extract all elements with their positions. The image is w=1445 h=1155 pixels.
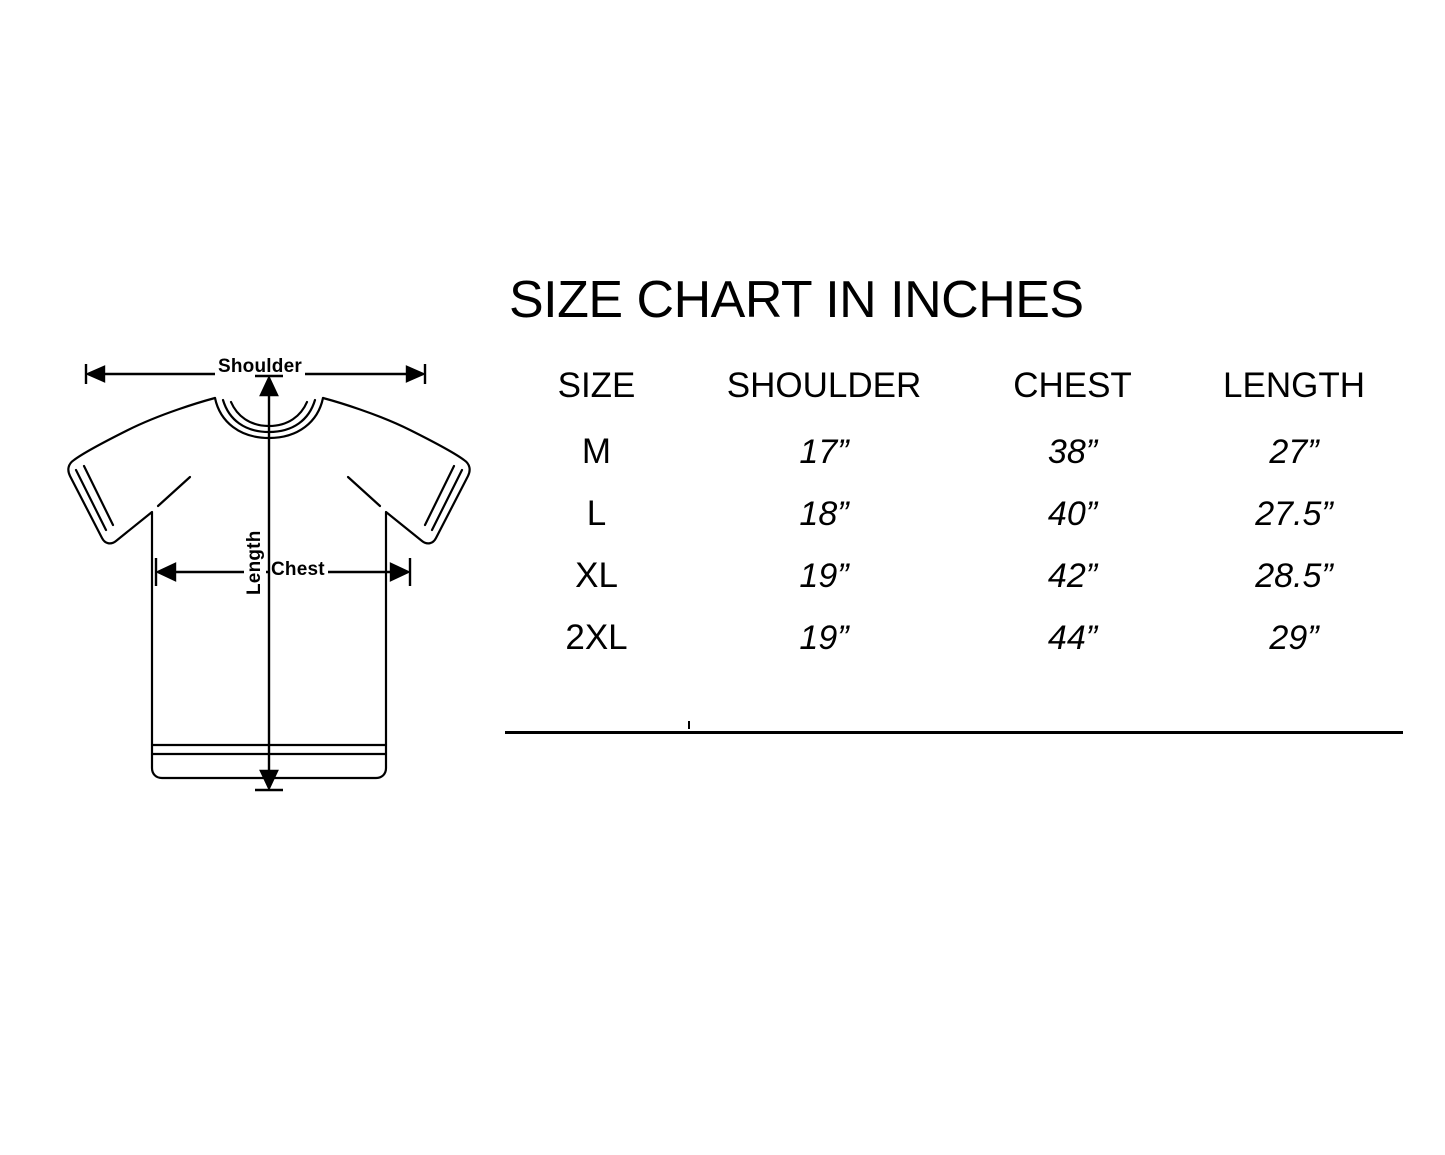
table-row bbox=[505, 545, 1403, 607]
cell-size: M bbox=[581, 432, 612, 472]
cell-shoulder: 18” bbox=[799, 494, 849, 533]
cell-size: 2XL bbox=[565, 618, 628, 658]
cell-shoulder: 17” bbox=[799, 432, 849, 471]
cell-chest: 42” bbox=[1047, 556, 1098, 595]
cell-chest: 40” bbox=[1047, 494, 1098, 533]
cell-chest: 38” bbox=[1047, 432, 1098, 471]
table-row bbox=[505, 421, 1403, 483]
cell-chest: 44” bbox=[1047, 618, 1098, 657]
size-chart-table bbox=[505, 351, 1403, 669]
column-header-chest: CHEST bbox=[1013, 366, 1132, 406]
length-label: Length bbox=[244, 527, 266, 598]
cell-length: 29” bbox=[1269, 618, 1319, 657]
cell-length: 27.5” bbox=[1255, 494, 1333, 533]
column-header-length: LENGTH bbox=[1223, 366, 1365, 406]
cell-length: 27” bbox=[1269, 432, 1319, 471]
cell-size: XL bbox=[575, 556, 618, 596]
cell-shoulder: 19” bbox=[799, 556, 849, 595]
cell-size: L bbox=[586, 494, 607, 534]
cell-length: 28.5” bbox=[1255, 556, 1333, 595]
table-bottom-tick bbox=[688, 721, 690, 729]
cell-shoulder: 19” bbox=[799, 618, 849, 657]
chart-title: SIZE CHART IN INCHES bbox=[509, 271, 1084, 329]
garment-diagram bbox=[40, 330, 500, 830]
chest-label: Chest bbox=[268, 559, 328, 581]
column-header-shoulder: SHOULDER bbox=[726, 366, 922, 406]
table-header-row bbox=[505, 351, 1403, 421]
table-row bbox=[505, 483, 1403, 545]
table-row bbox=[505, 607, 1403, 669]
shoulder-label: Shoulder bbox=[215, 356, 305, 378]
size-chart bbox=[505, 272, 1405, 734]
table-bottom-rule bbox=[505, 731, 1403, 734]
column-header-size: SIZE bbox=[557, 366, 636, 406]
